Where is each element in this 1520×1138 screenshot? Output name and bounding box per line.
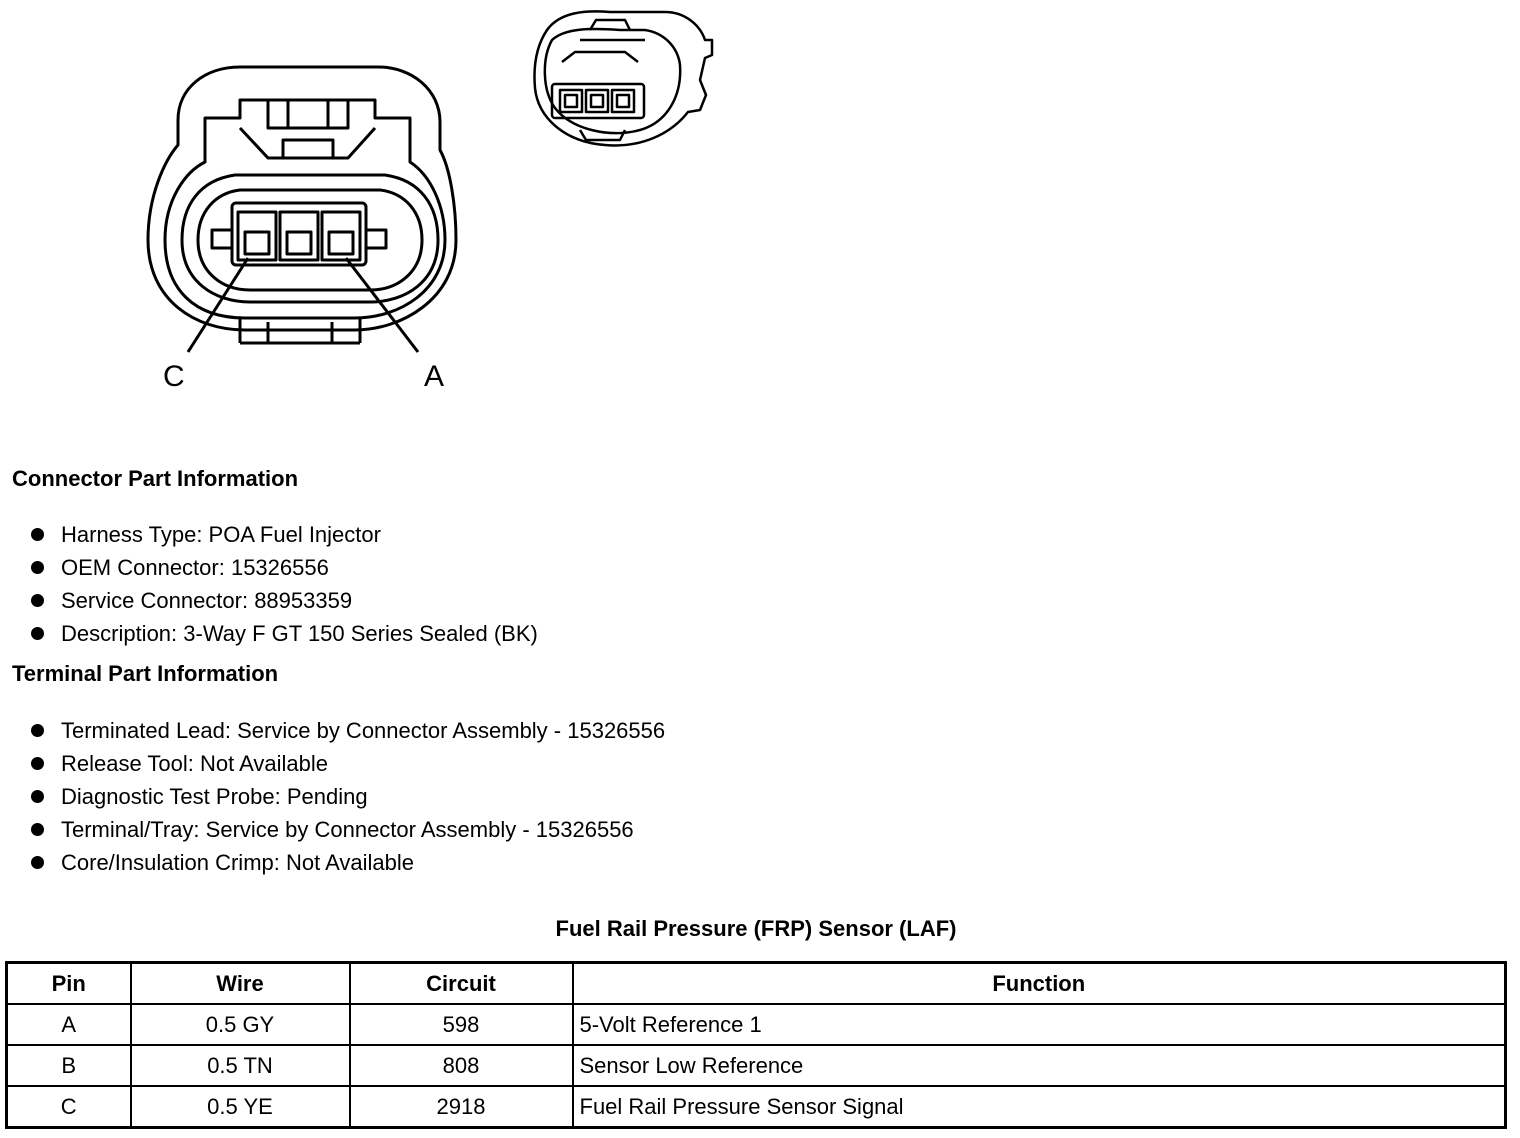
list-item [28, 584, 538, 617]
cell-circuit: 598 [350, 1004, 573, 1045]
pin-label-c: C [163, 360, 185, 393]
bullet-icon [31, 594, 44, 607]
bullet-icon [31, 561, 44, 574]
list-item [28, 551, 538, 584]
bullet-icon [31, 627, 44, 640]
cell-function: Fuel Rail Pressure Sensor Signal [573, 1086, 1506, 1128]
list-item [28, 780, 665, 813]
table-row [7, 1086, 1506, 1128]
list-item-text: Service Connector: 88953359 [61, 588, 353, 613]
bullet-icon [31, 823, 44, 836]
table-title: Fuel Rail Pressure (FRP) Sensor (LAF) [555, 916, 957, 941]
list-item [28, 747, 665, 780]
list-item-text: Diagnostic Test Probe: Pending [61, 784, 368, 809]
column-header-circuit: Circuit [350, 963, 573, 1005]
list-item [28, 846, 665, 879]
pinout-table [5, 961, 1507, 1129]
list-item-text: Description: 3-Way F GT 150 Series Sealed (BK) [61, 621, 538, 646]
pin-label-a: A [424, 360, 445, 393]
bullet-icon [31, 528, 44, 541]
cell-circuit: 2918 [350, 1086, 573, 1128]
cell-pin: B [7, 1045, 131, 1086]
column-header-pin: Pin [7, 963, 131, 1005]
bullet-icon [31, 724, 44, 737]
cell-wire: 0.5 GY [131, 1004, 350, 1045]
column-header-function: Function [573, 963, 1506, 1005]
terminal-part-information-heading: Terminal Part Information [12, 661, 279, 686]
table-row [7, 1004, 1506, 1045]
cell-wire: 0.5 YE [131, 1086, 350, 1128]
bullet-icon [31, 757, 44, 770]
cell-pin: C [7, 1086, 131, 1128]
list-item-text: Harness Type: POA Fuel Injector [61, 522, 381, 547]
list-item-text: OEM Connector: 15326556 [61, 555, 329, 580]
bullet-icon [31, 790, 44, 803]
connector-face-view [148, 67, 456, 352]
list-item [28, 714, 665, 747]
cell-circuit: 808 [350, 1045, 573, 1086]
list-item [28, 617, 538, 650]
list-item [28, 813, 665, 846]
cell-wire: 0.5 TN [131, 1045, 350, 1086]
connector-perspective-view [535, 11, 713, 145]
connector-part-information-heading: Connector Part Information [12, 466, 299, 491]
table-header-row [7, 963, 1506, 1005]
cell-function: 5-Volt Reference 1 [573, 1004, 1506, 1045]
cell-function: Sensor Low Reference [573, 1045, 1506, 1086]
list-item-text: Terminated Lead: Service by Connector Assembly - 15326556 [61, 718, 666, 743]
connector-diagram [0, 0, 760, 400]
connector-part-information-list [28, 518, 538, 650]
terminal-part-information-list [28, 714, 665, 879]
list-item-text: Release Tool: Not Available [61, 751, 329, 776]
list-item-text: Terminal/Tray: Service by Connector Assembly - 15326556 [61, 817, 634, 842]
bullet-icon [31, 856, 44, 869]
column-header-wire: Wire [131, 963, 350, 1005]
list-item [28, 518, 538, 551]
cell-pin: A [7, 1004, 131, 1045]
list-item-text: Core/Insulation Crimp: Not Available [61, 850, 414, 875]
table-row [7, 1045, 1506, 1086]
